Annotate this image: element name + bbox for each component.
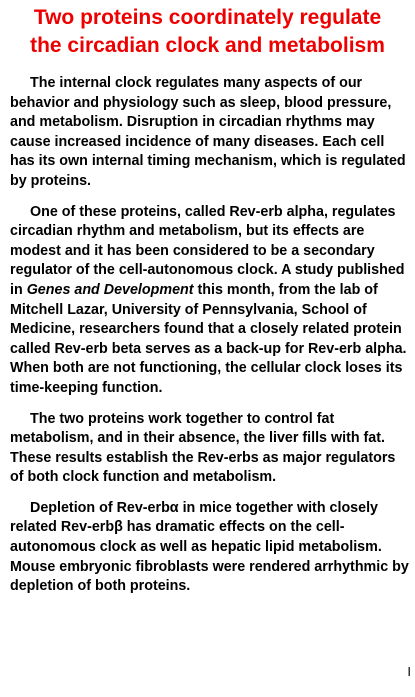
article-title-line-1: Two proteins coordinately regulate — [33, 6, 382, 29]
article-title — [0, 4, 415, 60]
article-title-line-2: the circadian clock and metabolism — [30, 34, 385, 57]
paragraph-1-text: The internal clock regulates many aspects of our behavior and physiology such as sleep, blood pressure, and metabolism. Disruption in circadian rhythms may cause increased incidence of many diseases. Each cell has its own internal timing mechanism, which is regulated by proteins. — [10, 75, 406, 189]
article-body — [10, 74, 410, 608]
paragraph-3-text: The two proteins work together to control fat metabolism, and in their absence, the liver fills with fat. These results establish the Rev-erbs as major regulators of both clock function and metabolism. — [10, 410, 396, 486]
paragraph-4-text: Depletion of Rev-erbα in mice together with closely related Rev-erbβ has dramatic effects on the cell-autonomous clock as well as hepatic lipid metabolism. Mouse embryonic fibroblasts were rendered arrhythmic by depletion of both proteins. — [10, 499, 409, 595]
paragraph-2-text-before: One of these proteins, called Rev-erb alpha, regulates circadian rhythm and metabolism, but its effects are modest and it has been considered to be a secondary regulator of the cell-autonomous clock. A study published in — [10, 203, 405, 298]
paragraph-2-text-after: this month, from the lab of Mitchell Lazar, University of Pennsylvania, School of Medicine, researchers found that a closely related protein called Rev-erb beta serves as a back-up for Rev-erb alpha. When both are not functioning, the cellular clock loses its time-keeping function. — [10, 281, 407, 396]
page-marker: I — [407, 664, 411, 679]
paragraph-3 — [10, 410, 410, 488]
paragraph-4 — [10, 499, 410, 597]
paragraph-1 — [10, 74, 410, 192]
paragraph-2 — [10, 203, 410, 399]
journal-name: Genes and Development — [26, 281, 194, 298]
